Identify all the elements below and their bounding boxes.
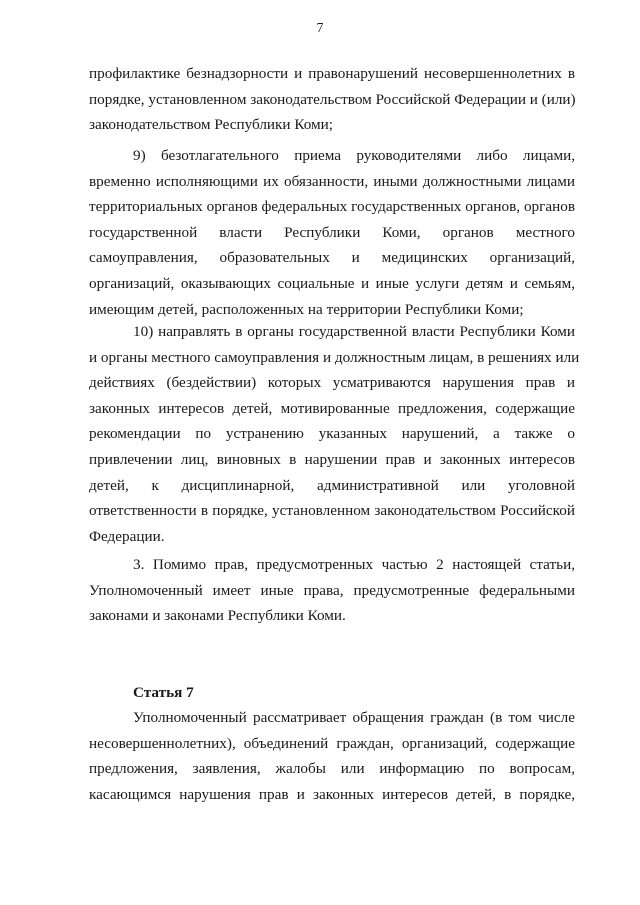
paragraph-part-3 xyxy=(89,552,575,629)
text-line: рекомендации по устранению указанных нарушений, а также о xyxy=(89,425,575,443)
text-line: законами и законами Республики Коми. xyxy=(89,607,346,625)
text-line: законодательством Республики Коми; xyxy=(89,116,333,134)
text-line: Уполномоченный имеет иные права, предусмотренные федеральными xyxy=(89,581,575,599)
text-line: касающимся нарушения прав и законных интересов детей, в порядке, xyxy=(89,785,575,803)
paragraph-item-9 xyxy=(89,143,575,322)
paragraph-item-10 xyxy=(89,319,580,549)
text-line: временно исполняющими их обязанности, иными должностными лицами xyxy=(89,172,575,190)
text-line: государственной власти Республики Коми, органов местного xyxy=(89,223,575,241)
text-line: законных интересов детей, мотивированные предложения, содержащие xyxy=(89,399,575,417)
text-line: ответственности в порядке, установленном законодательством Российской xyxy=(89,502,575,520)
text-line: 10) направлять в органы государственной власти Республики Коми xyxy=(133,323,575,340)
text-line: 3. Помимо прав, предусмотренных частью 2 настоящей статьи, xyxy=(133,556,575,573)
text-line: несовершеннолетних), объединений граждан, организаций, содержащие xyxy=(89,734,575,752)
text-line: самоуправления, образовательных и медицинских организаций, xyxy=(89,249,575,267)
text-line: территориальных органов федеральных государственных органов, органов xyxy=(89,198,575,216)
article-heading: Статья 7 xyxy=(133,684,194,701)
text-line: профилактике безнадзорности и правонарушений несовершеннолетних в xyxy=(89,65,575,82)
text-line: Уполномоченный рассматривает обращения граждан (в том числе xyxy=(133,709,575,726)
text-line: привлечении лиц, виновных в нарушении прав и законных интересов xyxy=(89,450,575,468)
paragraph-continuation xyxy=(89,61,575,138)
text-line: порядке, установленном законодательством Российской Федерации и (или) xyxy=(89,90,576,108)
page-number: 7 xyxy=(316,20,324,35)
text-line: детей, к дисциплинарной, административной или уголовной xyxy=(89,476,575,494)
text-line: и органы местного самоуправления и должностным лицам, в решениях или xyxy=(89,348,580,366)
text-line: предложения, заявления, жалобы или информацию по вопросам, xyxy=(89,760,575,778)
text-line: организаций, оказывающих социальные и иные услуги детям и семьям, xyxy=(89,274,575,292)
text-line: действиях (бездействии) которых усматриваются нарушения прав и xyxy=(89,374,575,392)
text-line: 9) безотлагательного приема руководителями либо лицами, xyxy=(133,147,575,164)
paragraph-article-7 xyxy=(89,705,575,807)
text-line: Федерации. xyxy=(89,527,165,545)
text-line: имеющим детей, расположенных на территории Республики Коми; xyxy=(89,300,524,318)
